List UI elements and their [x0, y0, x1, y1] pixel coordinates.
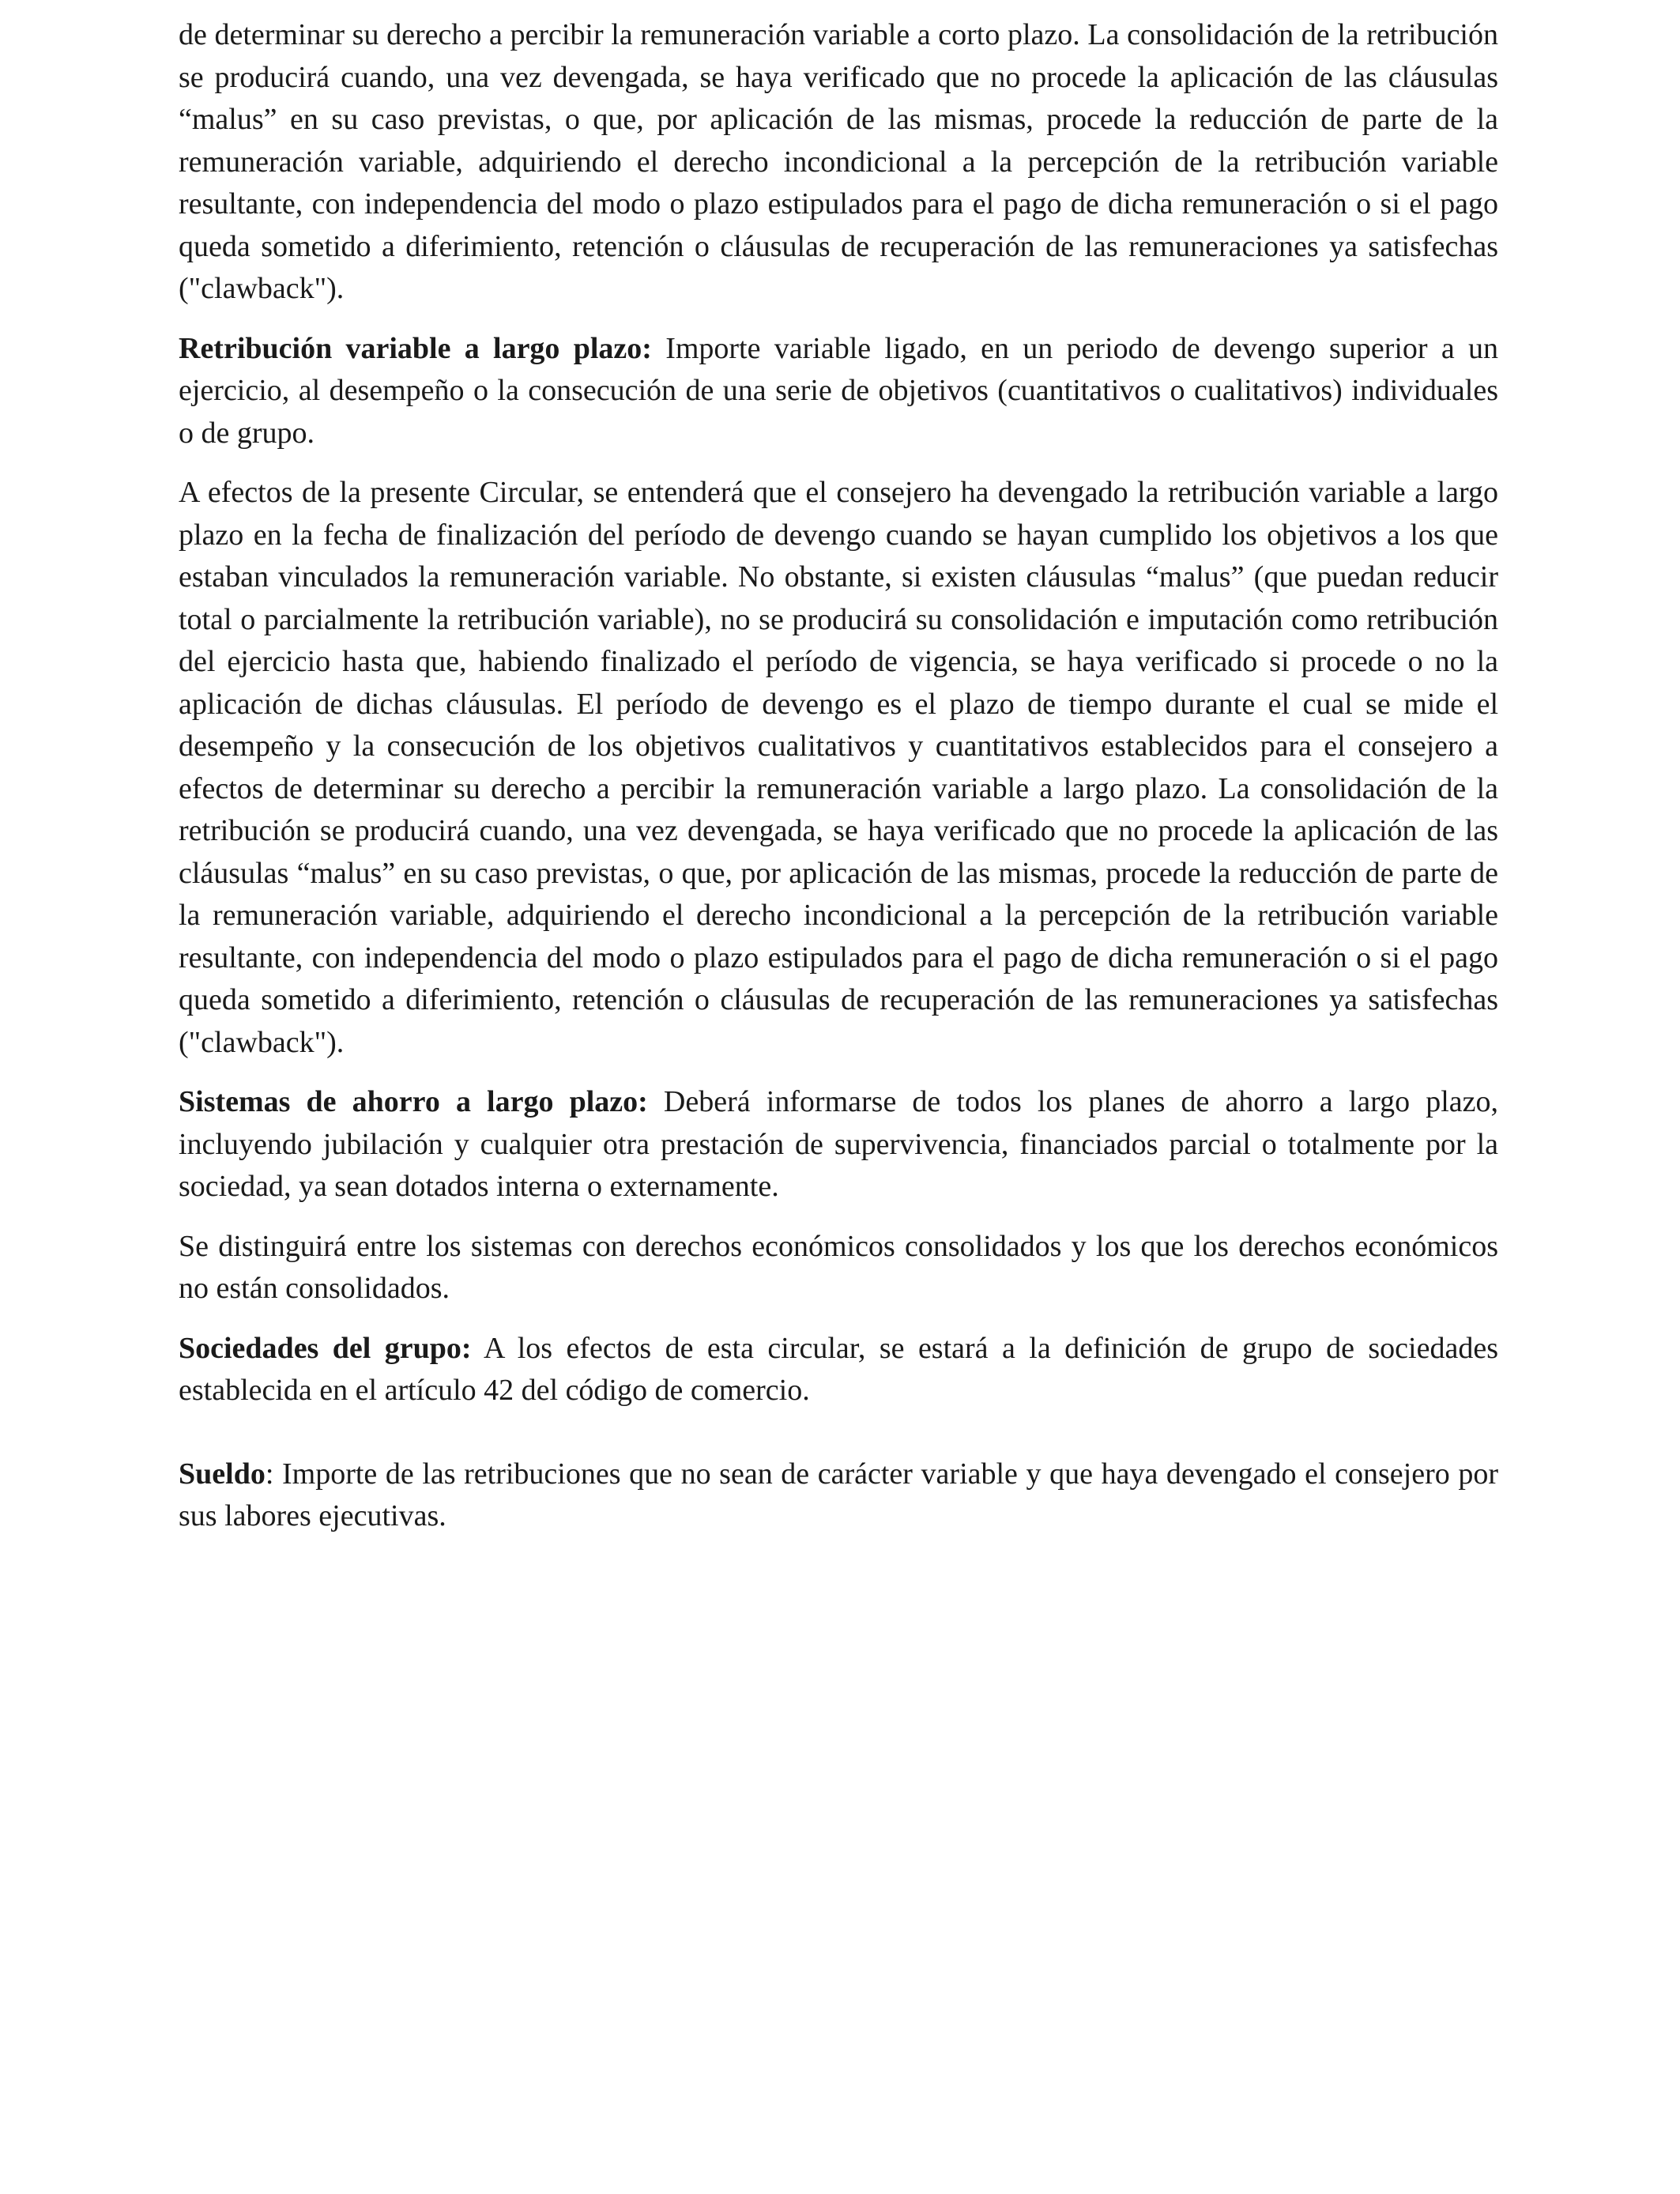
document-page: [179, 14, 1498, 1555]
definition-salary: [179, 1453, 1498, 1538]
definition-term: Retribución variable a largo plazo:: [179, 331, 652, 365]
paragraph-text: Se distinguirá entre los sistemas con derechos económicos consolidados y los que los derechos económicos no están consolidados.: [179, 1229, 1498, 1305]
definition-term: Sociedades del grupo:: [179, 1331, 472, 1365]
paragraph-text: A efectos de la presente Circular, se entenderá que el consejero ha devengado la retribución variable a largo plazo en la fecha de finalización del período de devengo cuando se hayan cumplido los objetivos a los que estaban vinculados la remuneración variable. No obstante, si existen cláusulas “malus” (que puedan reducir total o parcialmente la retribución variable), no se producirá su consolidación e imputación como retribución del ejercicio hasta que, habiendo finalizado el período de vigencia, se haya verificado si procede o no la aplicación de dichas cláusulas. El período de devengo es el plazo de tiempo durante el cual se mide el desempeño y la consecución de los objetivos cualitativos y cuantitativos establecidos para el consejero a efectos de determinar su derecho a percibir la remuneración variable a largo plazo. La consolidación de la retribución se producirá cuando, una vez devengada, se haya verificado que no procede la aplicación de las cláusulas “malus” en su caso previstas, o que, por aplicación de las mismas, procede la reducción de parte de la remuneración variable, adquiriendo el derecho incondicional a la percepción de la retribución variable resultante, con independencia del modo o plazo estipulados para el pago de dicha remuneración o si el pago queda sometido a diferimiento, retención o cláusulas de recuperación de las remuneraciones ya satisfechas ("clawback").: [179, 476, 1498, 1059]
definition-term: Sueldo: [179, 1457, 266, 1491]
definition-term: Sistemas de ahorro a largo plazo:: [179, 1085, 648, 1118]
paragraph-consolidated-rights: [179, 1226, 1498, 1310]
definition-group-companies: [179, 1328, 1498, 1412]
definition-text: A los efectos de esta circular, se estará a la definición de grupo de sociedades establecida en el artículo 42 del código de comercio.: [179, 1331, 1498, 1407]
definition-text: : Importe de las retribuciones que no sean de carácter variable y que haya devengado el consejero por sus labores ejecutivas.: [179, 1457, 1498, 1532]
definition-long-term-variable-pay: [179, 328, 1498, 455]
paragraph-text: de determinar su derecho a percibir la remuneración variable a corto plazo. La consolidación de la retribución se producirá cuando, una vez devengada, se haya verificado que no procede la aplicación de las cláusulas “malus” en su caso previstas, o que, por aplicación de las mismas, procede la reducción de parte de la remuneración variable, adquiriendo el derecho incondicional a la percepción de la retribución variable resultante, con independencia del modo o plazo estipulados para el pago de dicha remuneración o si el pago queda sometido a diferimiento, retención o cláusulas de recuperación de las remuneraciones ya satisfechas ("clawback").: [179, 18, 1498, 305]
definition-long-term-savings: [179, 1081, 1498, 1208]
definition-text: Deberá informarse de todos los planes de ahorro a largo plazo, incluyendo jubilación y cualquier otra prestación de supervivencia, financiados parcial o totalmente por la sociedad, ya sean dotados interna o externamente.: [179, 1085, 1498, 1203]
definition-text: Importe variable ligado, en un periodo de devengo superior a un ejercicio, al desempeño o la consecución de una serie de objetivos (cuantitativos o cualitativos) individuales o de grupo.: [179, 331, 1498, 450]
paragraph-short-term-consolidation: [179, 14, 1498, 311]
paragraph-long-term-accrual: [179, 472, 1498, 1064]
